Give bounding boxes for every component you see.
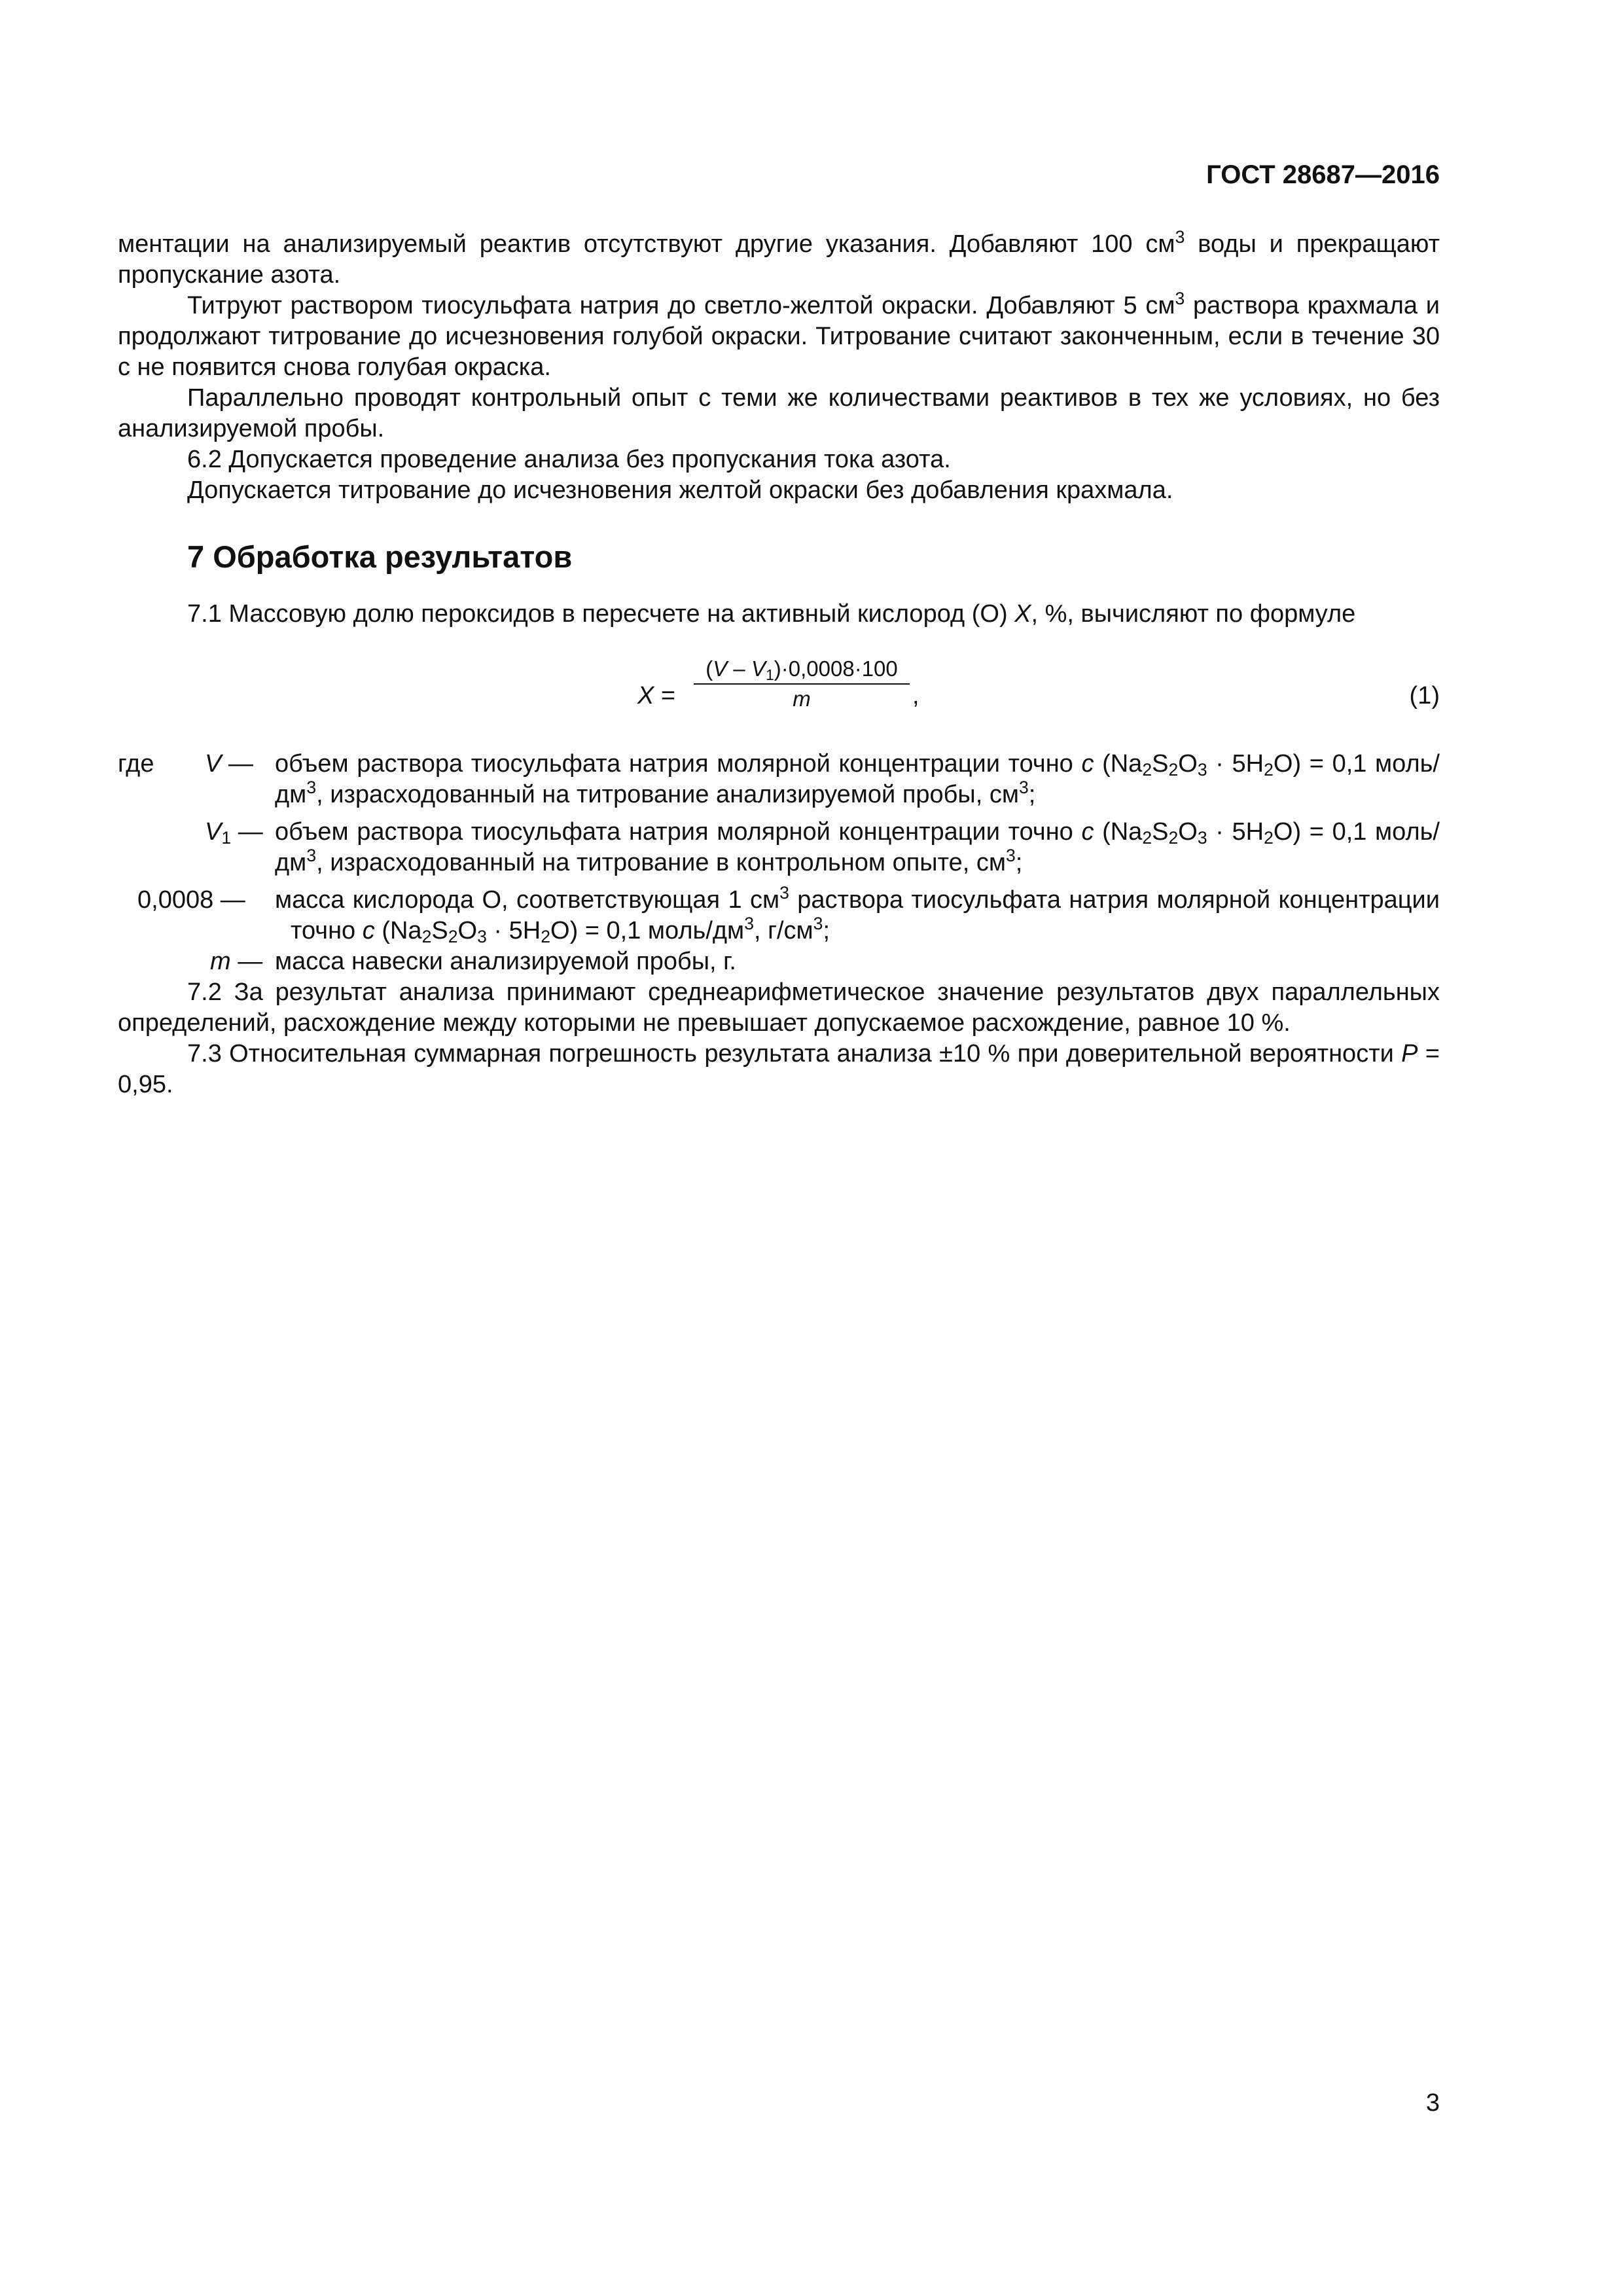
formula-number: (1) [1409,682,1440,709]
clause-7-3: 7.3 Относительная суммарная погрешность результата анализа ±10 % при доверительной вероятности P = 0,95. [118,1040,1440,1098]
formula-fraction [694,656,910,712]
clause-6-2: 6.2 Допускается проведение анализа без пропускания тока азота. [187,446,951,473]
formula-denominator: m [793,687,811,711]
paragraph-titration-without-starch: Допускается титрование до исчезновения желтой окраски без добавления крахмала. [187,476,1173,504]
variable-definitions [118,749,1440,977]
definition-v: где V — объем раствора тиосульфата натрия молярной концентрации точно c $(Na_2S_2O_3 \cdot 5H_2O) = 0,1$ моль/$дм^3$, израсходованный на титрование анализируемой пробы, $см^3$; [118,750,1440,808]
definition-v1: $V_1$ — объем раствора тиосульфата натрия молярной концентрации точно c $(Na_2S_2O_3 \cdot 5H_2O) = 0,1$ моль/$дм^3$, израсходованный на титрование в контрольном опыте, $см^3$; [205,818,1440,876]
section-7-heading: 7 Обработка результатов [187,539,573,574]
paragraph-control-test: Параллельно проводят контрольный опыт с теми же количествами реактивов в тех же условиях, но без анализируемой пробы. [118,384,1440,442]
clause-7-2: 7.2 За результат анализа принимают среднеарифметическое значение результатов двух параллельных определений, расхождение между которыми не превышает допускаемое расхождение, равное 10 %. [118,978,1440,1037]
document-body [118,229,1440,1100]
formula-1: X = $\frac{(V - V_1)\cdot 0,0008\cdot 100}{m}$ , (1) [637,656,1440,711]
paragraph-titration: Титруют раствором тиосульфата натрия до светло-желтой окраски. Добавляют 5 $см^3$ раствора крахмала и продолжают титрование до исчезновения голубой окраски. Титрование считают законченным, если в течение 30 с не появится снова голубая окраска. [118,289,1440,381]
document-header: ГОСТ 28687—2016 [1206,160,1440,189]
paragraph-continuation: ментации на анализируемый реактив отсутствуют другие указания. Добавляют 100 $см^3$ воды и прекращают пропускание азота. [118,227,1440,289]
page-number: 3 [1425,2089,1440,2117]
formula-numerator: $(V - V_1)\cdot 0,0008\cdot 100$ [694,656,910,685]
definition-0-0008: 0,0008 — масса кислорода О, соответствующая 1 $см^3$ раствора тиосульфата натрия молярной концентрации точно c $(Na_2S_2O_3 \cdot 5H_2O) = 0,1$ моль/$дм^3$, $г/см^3$; [137,883,1440,946]
definition-m: m — масса навески анализируемой пробы, г. [210,948,736,975]
clause-7-1: 7.1 Массовую долю пероксидов в пересчете на активный кислород (О) X, %, вычисляют по формуле [187,600,1356,628]
